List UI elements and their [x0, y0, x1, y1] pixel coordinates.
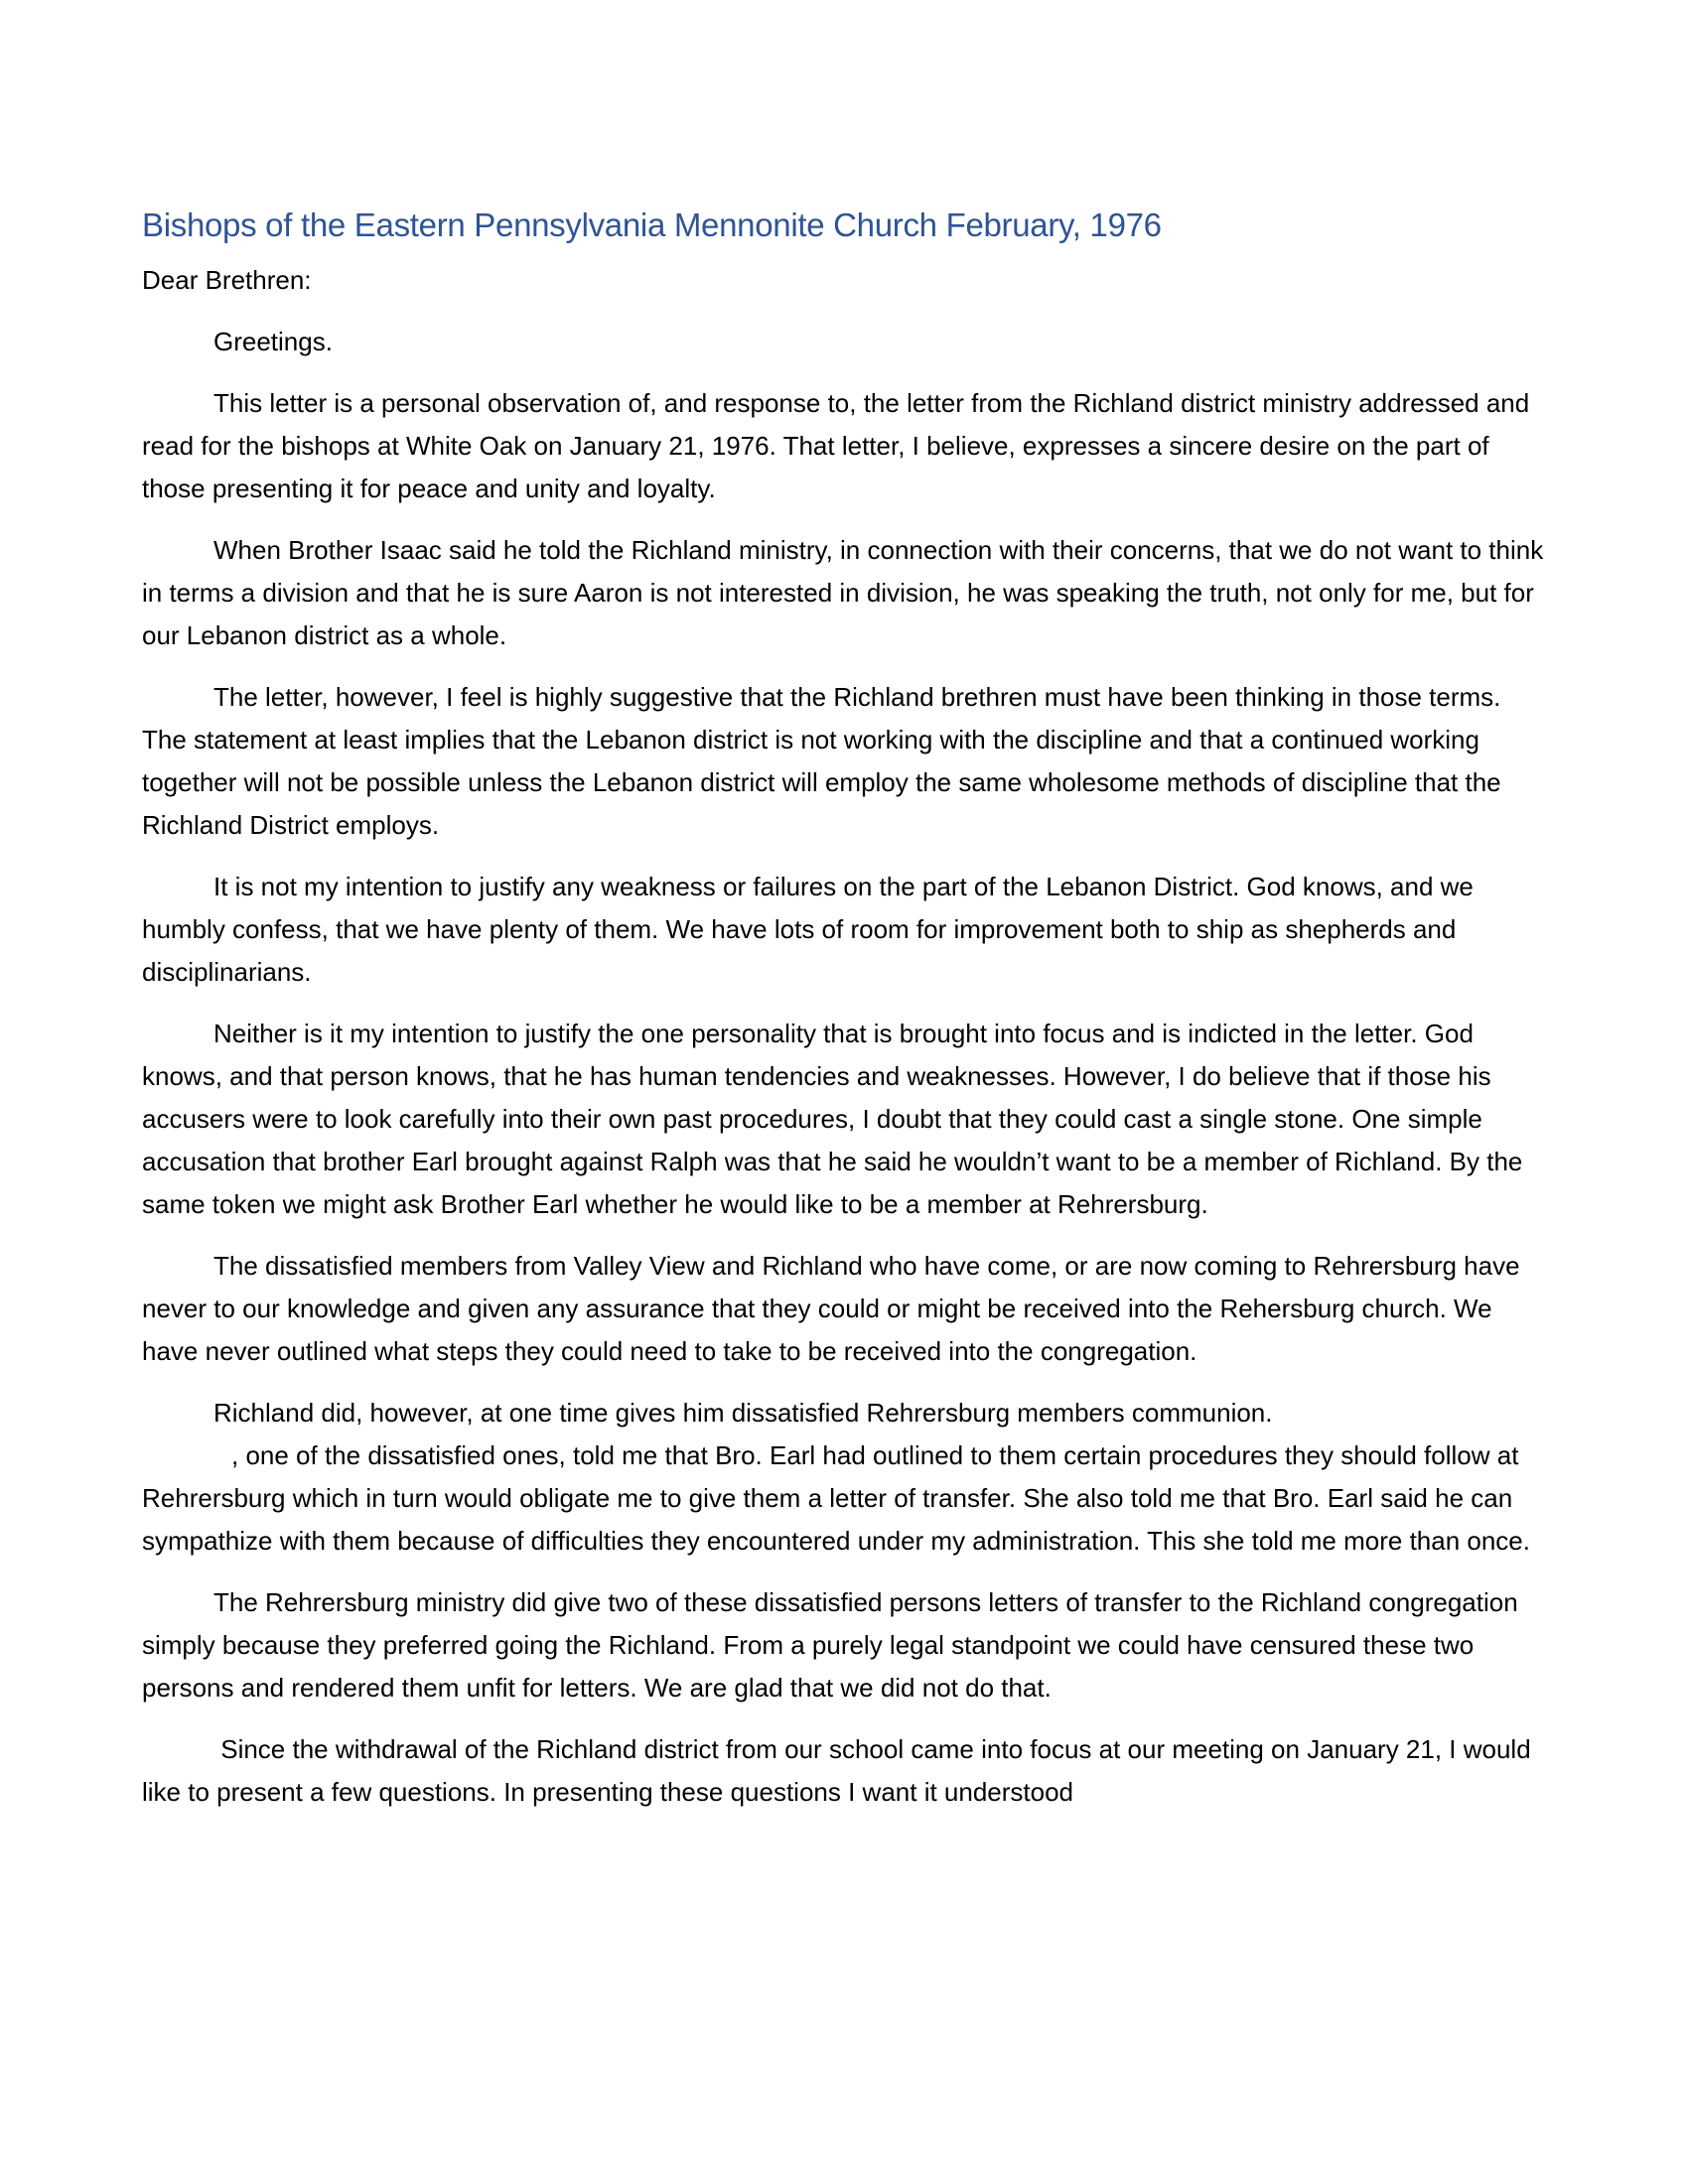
document-title: Bishops of the Eastern Pennsylvania Mennonite Church February, 1976: [142, 206, 1162, 243]
paragraph: The letter, however, I feel is highly suggestive that the Richland brethren must have been thinking in those terms. The statement at least implies that the Lebanon district is not working with the discipline and that a continued working together will not be possible unless the Lebanon district will employ the same wholesome methods of discipline that the Richland District employs.: [142, 682, 1501, 840]
paragraph: Neither is it my intention to justify the one personality that is brought into focus and is indicted in the letter. God knows, and that person knows, that he has human tendencies and weaknesses. However, I do believe that if those his accusers were to look carefully into their own past procedures, I doubt that they could cast a single stone. One simple accusation that brother Earl brought against Ralph was that he said he wouldn’t want to be a member of Richland. By the same token we might ask Brother Earl whether he would like to be a member at Rehrersburg.: [142, 1019, 1523, 1219]
paragraph: The Rehrersburg ministry did give two of these dissatisfied persons letters of transfer to the Richland congregation simply because they preferred going the Richland. From a purely legal standpoint we could have censured these two persons and rendered them unfit for letters. We are glad that we did not do that.: [142, 1587, 1518, 1703]
paragraph: Richland did, however, at one time gives him dissatisfied Rehrersburg members communion.: [213, 1398, 1273, 1428]
paragraph: This letter is a personal observation of, and response to, the letter from the Richland district ministry addressed and read for the bishops at White Oak on January 21, 1976. That letter, I believe, expresses a sincere desire on the part of those presenting it for peace and unity and loyalty.: [142, 388, 1530, 503]
document-page: [142, 205, 1549, 1833]
paragraph: Since the withdrawal of the Richland district from our school came into focus at our meeting on January 21, I would like to present a few questions. In presenting these questions I want it understood: [142, 1734, 1531, 1807]
paragraph: It is not my intention to justify any weakness or failures on the part of the Lebanon District. God knows, and we humbly confess, that we have plenty of them. We have lots of room for improvement both to ship as shepherds and disciplinarians.: [142, 872, 1474, 987]
paragraph: The dissatisfied members from Valley View and Richland who have come, or are now coming to Rehrersburg have never to our knowledge and given any assurance that they could or might be received into the Rehersburg church. We have never outlined what steps they could need to take to be received into the congregation.: [142, 1251, 1520, 1366]
paragraph: , one of the dissatisfied ones, told me that Bro. Earl had outlined to them certain procedures they should follow at Rehrersburg which in turn would obligate me to give them a letter of transfer. She also told me that Bro. Earl said he can sympathize with them because of difficulties they encountered under my administration. This she told me more than once.: [142, 1440, 1530, 1556]
letter-body: [142, 321, 1549, 1814]
paragraph: When Brother Isaac said he told the Richland ministry, in connection with their concerns, that we do not want to think in terms a division and that he is sure Aaron is not interested in division, he was speaking the truth, not only for me, but for our Lebanon district as a whole.: [142, 535, 1544, 650]
salutation: Dear Brethren:: [142, 265, 312, 295]
paragraph: Greetings.: [213, 327, 333, 356]
